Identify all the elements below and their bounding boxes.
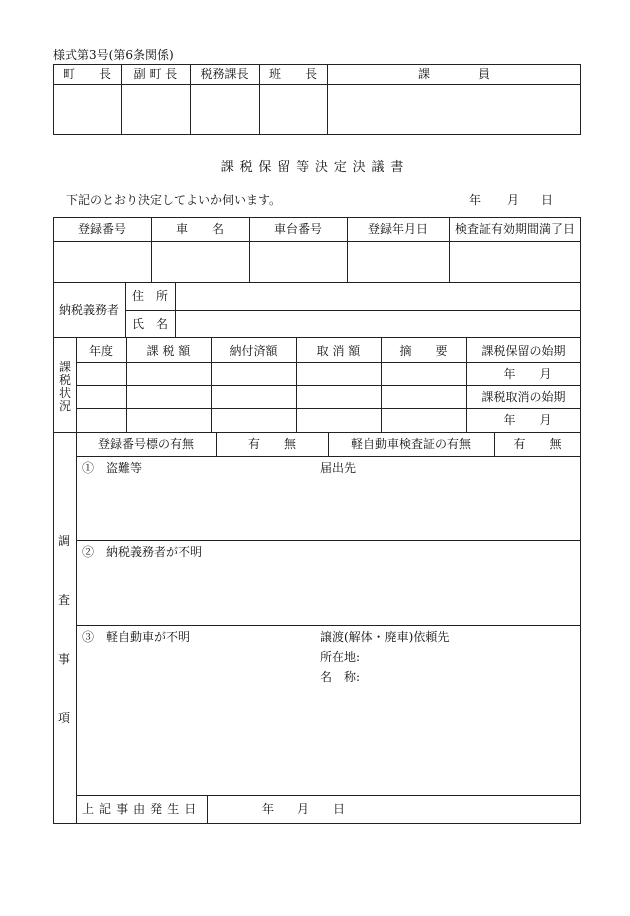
tax-hold-start-year-month: 年 月 [503,367,552,381]
vehicle-header-registration-number: 登録番号 [77,222,126,236]
tax-status-header-year: 年度 [88,344,113,358]
document-title: 課税保留等決定決議書 [220,160,410,175]
occurrence-date-label: 上記事由発生日 [82,802,202,816]
investigation-side-label-2: 査 [58,593,71,607]
occurrence-date-month: 月 [297,802,310,816]
tax-status-header-remarks: 摘 要 [399,344,448,358]
investigation-side-label-3: 事 [58,652,71,666]
inspection-cert-presence-value: 有 無 [513,437,562,451]
vehicle-header-registration-date: 登録年月日 [367,222,428,236]
plate-presence-label: 登録番号標の有無 [97,437,194,451]
form-number: 様式第3号(第6条関係) [53,48,174,62]
tax-cancel-start-year-month: 年 月 [503,413,552,427]
investigation-side-label-4: 項 [58,711,71,725]
occurrence-date-day: 日 [333,802,346,816]
taxpayer-address-label: 住 所 [131,289,168,303]
intro-text: 下記のとおり決定してよいか伺います。 [66,193,282,207]
item-theft-report-to: 届出先 [320,461,357,475]
vehicle-header-inspection-expiry: 検査証有効期間満了日 [454,222,575,236]
tax-status-header-cancelled: 取 消 額 [316,344,361,358]
approval-header-staff: 課 員 [417,67,490,81]
approval-header-group-leader: 班 長 [268,67,317,81]
tax-status-header-assessed: 課 税 額 [146,344,191,358]
inspection-cert-presence-label: 軽自動車検査証の有無 [350,437,471,451]
item-requestee-address-label: 所在地: [320,650,361,664]
item-taxpayer-unknown: ② 納税義務者が不明 [82,545,203,559]
vehicle-header-chassis-number: 車台番号 [273,222,322,236]
taxpayer-name-label: 氏 名 [131,317,168,331]
main-form-frame [53,217,581,824]
investigation-side-label-1: 調 [58,534,71,548]
intro-date-month: 月 [507,193,520,207]
approval-header-tax-chief: 税務課長 [200,67,249,81]
intro-date-day: 日 [541,193,554,207]
approval-header-mayor: 町 長 [62,67,111,81]
item-requestee-name-label: 名 称: [320,670,361,684]
intro-date-year: 年 [469,193,482,207]
tax-status-header-paid: 納付済額 [229,344,278,358]
vehicle-header-vehicle-name: 車 名 [175,222,224,236]
tax-cancel-start-label: 課税取消の始期 [481,390,566,404]
item-vehicle-unknown: ③ 軽自動車が不明 [82,630,191,644]
item-theft: ① 盗難等 [82,461,143,475]
item-transfer-requestee: 譲渡(解体・廃車)依頼先 [320,630,450,644]
tax-hold-start-label: 課税保留の始期 [481,344,566,358]
plate-presence-value: 有 無 [247,437,296,451]
taxpayer-label: 納税義務者 [58,303,119,317]
occurrence-date-year: 年 [262,802,275,816]
tax-status-side-label: 課税状況 [58,360,71,413]
approval-header-deputy-mayor: 副 町 長 [133,67,178,81]
